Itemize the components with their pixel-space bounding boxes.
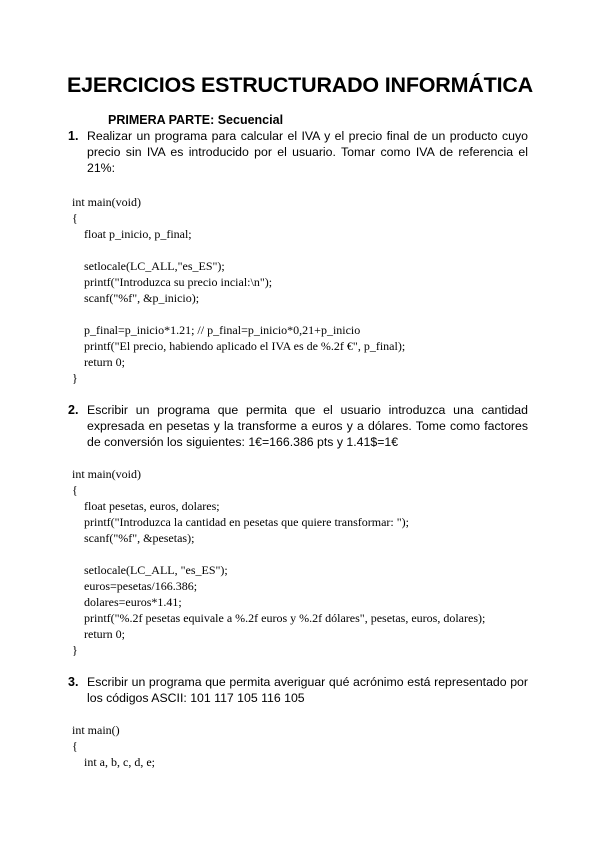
code-line: p_final=p_inicio*1.21; // p_final=p_inicio*0,21+p_inicio bbox=[72, 323, 361, 337]
exercise-1 bbox=[68, 128, 530, 176]
code-line: return 0; bbox=[72, 627, 125, 641]
exercise-statement: Escribir un programa que permita que el usuario introduzca una cantidad expresada en pesetas y la transforme a euros y a dólares. Tome como factores de conversión los siguientes: 1€=166.386 pts y 1.41$=1€ bbox=[87, 403, 528, 449]
code-line: int main(void) bbox=[72, 467, 141, 481]
code-line: return 0; bbox=[72, 355, 125, 369]
code-line: { bbox=[72, 211, 78, 225]
code-line: { bbox=[72, 483, 78, 497]
code-line: printf("Introduzca su precio incial:\n"); bbox=[72, 275, 273, 289]
code-line: int a, b, c, d, e; bbox=[72, 755, 155, 769]
exercise-number: 3. bbox=[68, 675, 79, 689]
code-block-3 bbox=[72, 722, 155, 770]
code-line: { bbox=[72, 739, 78, 753]
exercise-statement: Escribir un programa que permita averiguar qué acrónimo está representado por los códigos ASCII: 101 117 105 116 105 bbox=[87, 675, 528, 705]
code-line bbox=[72, 242, 405, 258]
code-line: int main() bbox=[72, 723, 120, 737]
exercise-number: 2. bbox=[68, 403, 79, 417]
code-block-2 bbox=[72, 466, 485, 658]
exercise-2 bbox=[68, 402, 530, 450]
code-line: float p_inicio, p_final; bbox=[72, 227, 192, 241]
code-line: float pesetas, euros, dolares; bbox=[72, 499, 220, 513]
code-line bbox=[72, 306, 405, 322]
exercise-statement: Realizar un programa para calcular el IVA y el precio final de un producto cuyo precio sin IVA es introducido por el usuario. Tomar como IVA de referencia el 21%: bbox=[87, 129, 528, 175]
exercise-number: 1. bbox=[68, 129, 79, 143]
code-block-1 bbox=[72, 194, 405, 386]
code-line: } bbox=[72, 643, 78, 657]
code-line: printf("Introduzca la cantidad en pesetas que quiere transformar: "); bbox=[72, 515, 409, 529]
code-line: dolares=euros*1.41; bbox=[72, 595, 182, 609]
code-line: scanf("%f", &pesetas); bbox=[72, 531, 195, 545]
document-title: EJERCICIOS ESTRUCTURADO INFORMÁTICA bbox=[66, 73, 533, 97]
code-line: euros=pesetas/166.386; bbox=[72, 579, 198, 593]
code-line: } bbox=[72, 371, 78, 385]
code-line bbox=[72, 546, 485, 562]
code-line: int main(void) bbox=[72, 195, 141, 209]
section-heading: PRIMERA PARTE: Secuencial bbox=[108, 113, 284, 127]
code-line: printf("%.2f pesetas equivale a %.2f euros y %.2f dólares", pesetas, euros, dolares); bbox=[72, 611, 486, 625]
exercise-3 bbox=[68, 674, 530, 706]
code-line: printf("El precio, habiendo aplicado el IVA es de %.2f €", p_final); bbox=[72, 339, 406, 353]
code-line: scanf("%f", &p_inicio); bbox=[72, 291, 200, 305]
code-line: setlocale(LC_ALL, "es_ES"); bbox=[72, 563, 228, 577]
code-line: setlocale(LC_ALL,"es_ES"); bbox=[72, 259, 225, 273]
